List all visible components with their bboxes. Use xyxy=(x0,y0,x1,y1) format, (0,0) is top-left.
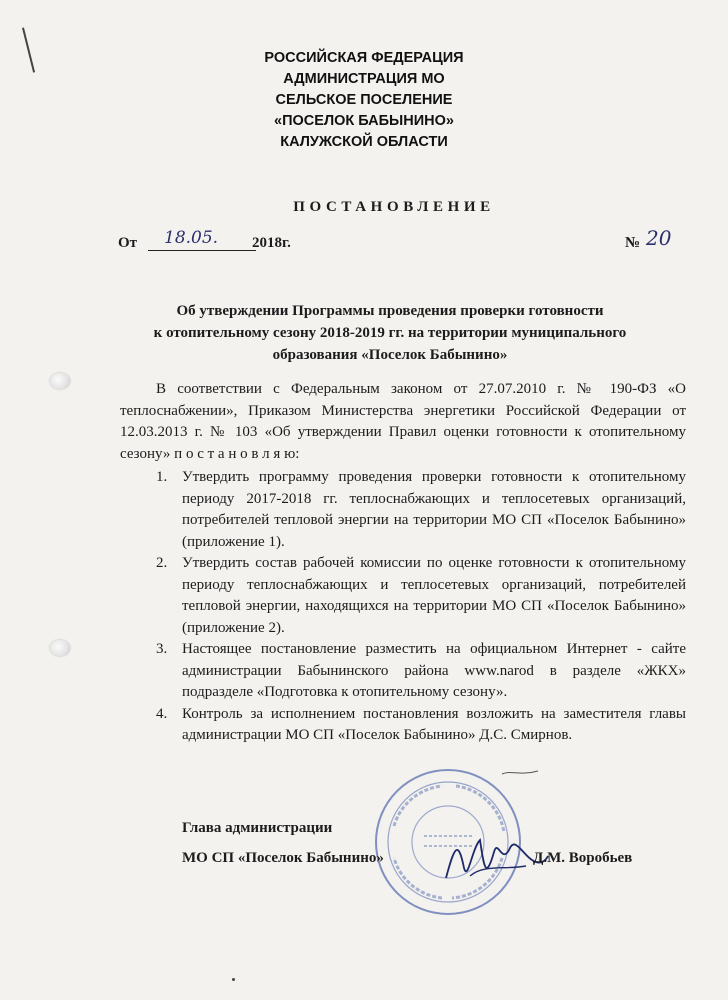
header-region: КАЛУЖСКОЙ ОБЛАСТИ xyxy=(280,134,448,150)
date-prefix: От xyxy=(118,235,138,251)
header-administration: АДМИНИСТРАЦИЯ МО xyxy=(283,71,445,87)
signatory-organization: МО СП «Поселок Бабынино» xyxy=(182,850,384,866)
list-item xyxy=(156,467,686,553)
preamble-paragraph: В соответствии с Федеральным законом от 27.07.2010 г. № 190-ФЗ «О теплоснабжении», Приказом Министерства энергетики Российской Федерации от 12.03.2013 г. № 103 «Об утверждении Правил оценки готовности к отопительному сезону» п о с т а н о в л я ю: xyxy=(120,381,686,462)
subject-line: образования «Поселок Бабынино» xyxy=(272,347,508,363)
list-item xyxy=(156,553,686,639)
item-text: Утвердить состав рабочей комиссии по оценке готовности к отопительному периоду теплоснабжающих и теплосетевых организаций, потребителей тепловой энергии, находящихся на территории МО СП «Поселок Бабынино» (приложение 2). xyxy=(182,555,686,636)
header-settlement-name: «ПОСЕЛОК БАБЫНИНО» xyxy=(274,113,454,129)
header-country: РОССИЙСКАЯ ФЕДЕРАЦИЯ xyxy=(264,50,464,66)
header-settlement: СЕЛЬСКОЕ ПОСЕЛЕНИЕ xyxy=(275,92,453,108)
date-underline xyxy=(148,250,256,251)
item-text: Контроль за исполнением постановления возложить на заместителя главы администрации МО СП «Поселок Бабынино» Д.С. Смирнов. xyxy=(182,705,686,743)
document-title: ПОСТАНОВЛЕНИЕ xyxy=(293,199,495,215)
date-number-row xyxy=(118,226,688,258)
item-number: 4. xyxy=(156,705,168,722)
list-item xyxy=(156,639,686,704)
handwritten-date: 18.05. xyxy=(164,228,219,248)
list-item xyxy=(156,704,686,747)
scan-speck xyxy=(232,978,235,981)
item-number: 2. xyxy=(156,555,168,571)
item-number: 3. xyxy=(156,641,168,657)
item-text: Утвердить программу проведения проверки готовности к отопительному периоду 2017-2018 гг. теплоснабжающих и теплосетевых организаций, потребителей тепловой энергии на территории МО СП «Поселок Бабынино» (приложение 1). xyxy=(182,469,686,550)
date-year: 2018г. xyxy=(252,235,291,251)
signatory-position: Глава администрации xyxy=(182,820,333,836)
item-number: 1. xyxy=(156,469,168,485)
item-text: Настоящее постановление разместить на официальном Интернет - сайте администрации Бабынинского района www.narod в разделе «ЖКХ» подразделе «Подготовка к отопительному сезону». xyxy=(182,641,686,700)
document-subject xyxy=(100,300,680,366)
handwritten-number: 20 xyxy=(646,226,672,250)
signatory-name: Д.М. Воробьев xyxy=(533,850,633,866)
subject-line: к отопительному сезону 2018-2019 гг. на территории муниципального xyxy=(153,325,627,341)
number-label: № xyxy=(625,235,641,251)
subject-line: Об утверждении Программы проведения проверки готовности xyxy=(176,303,604,319)
punch-hole-top xyxy=(50,373,70,389)
punch-hole-bottom xyxy=(50,640,70,656)
resolution-items xyxy=(156,467,686,747)
